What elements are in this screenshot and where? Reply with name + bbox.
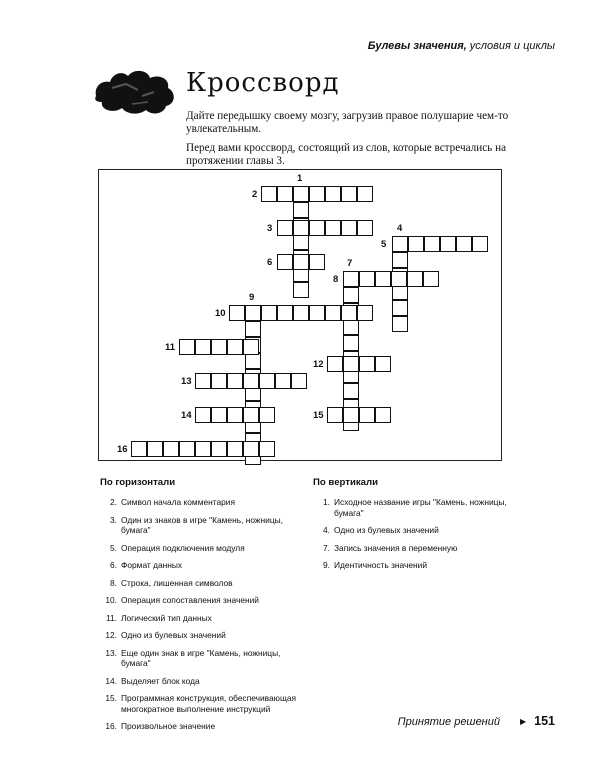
- crossword-cell[interactable]: [357, 305, 373, 321]
- crossword-cell[interactable]: [227, 373, 243, 389]
- crossword-cell[interactable]: [343, 407, 359, 423]
- down-clue: [313, 525, 513, 536]
- crossword-cell[interactable]: [211, 407, 227, 423]
- grid-clue-number: 16: [117, 444, 128, 455]
- crossword-cell[interactable]: [359, 356, 375, 372]
- clue-number: 6.: [110, 560, 117, 570]
- crossword-cell[interactable]: [259, 407, 275, 423]
- crossword-cell[interactable]: [392, 316, 408, 332]
- across-clue: [100, 648, 300, 669]
- crossword-cell[interactable]: [392, 252, 408, 268]
- crossword-cell[interactable]: [424, 236, 440, 252]
- crossword-cell[interactable]: [277, 220, 293, 236]
- page-title: Кроссворд: [186, 68, 340, 98]
- clue-text: Строка, лишенная символов: [121, 577, 233, 588]
- crossword-cell[interactable]: [195, 441, 211, 457]
- crossword-cell[interactable]: [259, 441, 275, 457]
- crossword-cell[interactable]: [243, 441, 259, 457]
- clue-number: 8.: [110, 577, 117, 588]
- crossword-cell[interactable]: [275, 373, 291, 389]
- crossword-cell[interactable]: [245, 305, 261, 321]
- grid-clue-number: 9: [249, 292, 255, 303]
- across-clue: [100, 578, 300, 589]
- crossword-cell[interactable]: [407, 271, 423, 287]
- clue-number: 13.: [105, 647, 117, 658]
- across-clue: [100, 543, 300, 554]
- crossword-cell[interactable]: [408, 236, 424, 252]
- crossword-cell[interactable]: [261, 186, 277, 202]
- grid-clue-number: 7: [347, 258, 353, 269]
- crossword-cell[interactable]: [293, 234, 309, 250]
- clue-text: Произвольное значение: [121, 721, 216, 731]
- crossword-cell[interactable]: [423, 271, 439, 287]
- across-clue: [100, 595, 300, 606]
- clue-number: 11.: [105, 612, 117, 623]
- clue-number: 15.: [105, 693, 117, 703]
- crossword-cell[interactable]: [195, 407, 211, 423]
- crossword-cell[interactable]: [375, 356, 391, 372]
- header-section-rest: условия и циклы: [466, 40, 555, 52]
- down-clue: [313, 560, 513, 571]
- page-footer: [398, 714, 555, 728]
- crossword-cell[interactable]: [343, 319, 359, 335]
- crossword-cell[interactable]: [309, 186, 325, 202]
- crossword-cell[interactable]: [163, 441, 179, 457]
- crossword-cell[interactable]: [309, 254, 325, 270]
- crossword-cell[interactable]: [277, 254, 293, 270]
- running-header: [368, 40, 555, 52]
- down-heading: По вертикали: [313, 477, 378, 488]
- crossword-cell[interactable]: [343, 271, 359, 287]
- crossword-cell[interactable]: [472, 236, 488, 252]
- crossword-cell[interactable]: [325, 220, 341, 236]
- crossword-cell[interactable]: [293, 305, 309, 321]
- crossword-cell[interactable]: [179, 339, 195, 355]
- grid-clue-number: 13: [181, 376, 192, 387]
- clue-text: Идентичность значений: [334, 560, 428, 570]
- header-section-bold: Булевы значения,: [367, 40, 467, 52]
- crossword-cell[interactable]: [341, 220, 357, 236]
- footer-section: Принятие решений: [397, 716, 500, 728]
- grid-clue-number: 11: [165, 342, 176, 353]
- clue-text: Программная конструкция, обеспечивающая многократное выполнение инструкций: [121, 693, 297, 714]
- crossword-cell[interactable]: [392, 300, 408, 316]
- crossword-cell[interactable]: [357, 220, 373, 236]
- puzzle-piece-icon: [92, 66, 178, 116]
- clue-number: 9.: [323, 560, 330, 570]
- clue-number: 12.: [105, 630, 117, 640]
- across-clues: [100, 477, 300, 739]
- crossword-cell[interactable]: [341, 305, 357, 321]
- crossword-cell[interactable]: [227, 441, 243, 457]
- crossword-cell[interactable]: [343, 356, 359, 372]
- crossword-cell[interactable]: [391, 271, 407, 287]
- crossword-cell[interactable]: [277, 305, 293, 321]
- crossword-cell[interactable]: [375, 271, 391, 287]
- crossword-cell[interactable]: [195, 339, 211, 355]
- grid-clue-number: 6: [267, 257, 273, 268]
- crossword-cell[interactable]: [195, 373, 211, 389]
- crossword-cell[interactable]: [392, 236, 408, 252]
- grid-clue-number: 10: [215, 308, 226, 319]
- arrow-right-icon: ▶: [519, 717, 527, 726]
- crossword-cell[interactable]: [359, 407, 375, 423]
- crossword-cell[interactable]: [293, 202, 309, 218]
- crossword-cell[interactable]: [325, 305, 341, 321]
- grid-clue-number: 1: [297, 173, 303, 184]
- page-number: 151: [534, 714, 555, 728]
- clue-text: Исходное название игры "Камень, ножницы, бумага": [334, 497, 507, 518]
- crossword-cell[interactable]: [327, 407, 343, 423]
- across-clue: [100, 630, 300, 641]
- clue-text: Формат данных: [121, 560, 183, 570]
- across-clue: [100, 721, 300, 732]
- grid-clue-number: 3: [267, 223, 273, 234]
- intro-paragraph-2: Перед вами кроссворд, состоящий из слов, которые встречались на протяжении главы 3.: [186, 142, 507, 167]
- crossword-cell[interactable]: [131, 441, 147, 457]
- crossword-cell[interactable]: [243, 373, 259, 389]
- clue-text: Еще один знак в игре "Камень, ножницы, бумага": [121, 647, 281, 668]
- clue-number: 7.: [323, 542, 330, 553]
- down-clue: [313, 497, 513, 518]
- clue-number: 4.: [323, 525, 330, 535]
- crossword-cell[interactable]: [327, 356, 343, 372]
- down-clue: [313, 543, 513, 554]
- crossword-cell[interactable]: [277, 186, 293, 202]
- across-clue: [100, 560, 300, 571]
- clue-text: Операция сопоставления значений: [121, 595, 259, 605]
- crossword-cell[interactable]: [243, 339, 259, 355]
- clue-text: Операция подключения модуля: [121, 542, 245, 553]
- across-clue: [100, 693, 300, 714]
- across-clue: [100, 497, 300, 508]
- crossword-cell[interactable]: [456, 236, 472, 252]
- crossword-cell[interactable]: [357, 186, 373, 202]
- clue-number: 3.: [110, 514, 117, 525]
- clue-text: Одно из булевых значений: [121, 630, 226, 640]
- crossword-cell[interactable]: [179, 441, 195, 457]
- clue-number: 16.: [105, 721, 117, 731]
- crossword-cell[interactable]: [375, 407, 391, 423]
- crossword-cell[interactable]: [211, 373, 227, 389]
- crossword-cell[interactable]: [261, 305, 277, 321]
- clue-text: Выделяет блок кода: [121, 675, 200, 686]
- crossword-cell[interactable]: [229, 305, 245, 321]
- crossword-cell[interactable]: [245, 321, 261, 337]
- grid-clue-number: 5: [381, 239, 387, 250]
- grid-clue-number: 12: [313, 359, 324, 370]
- clue-text: Запись значения в переменную: [334, 542, 458, 553]
- clue-number: 2.: [110, 497, 117, 507]
- across-clue: [100, 613, 300, 624]
- crossword-cell[interactable]: [147, 441, 163, 457]
- crossword-cell[interactable]: [309, 220, 325, 236]
- clue-text: Одно из булевых значений: [334, 525, 439, 535]
- clue-text: Логический тип данных: [121, 612, 212, 623]
- crossword-cell[interactable]: [309, 305, 325, 321]
- grid-clue-number: 15: [313, 410, 324, 421]
- crossword-cell[interactable]: [343, 287, 359, 303]
- crossword-cell[interactable]: [243, 407, 259, 423]
- crossword-cell[interactable]: [359, 271, 375, 287]
- crossword-cell[interactable]: [293, 186, 309, 202]
- clue-number: 10.: [105, 595, 117, 605]
- crossword-cell[interactable]: [341, 186, 357, 202]
- crossword-cell[interactable]: [325, 186, 341, 202]
- crossword-cell[interactable]: [343, 383, 359, 399]
- crossword-cell[interactable]: [259, 373, 275, 389]
- crossword-cell[interactable]: [440, 236, 456, 252]
- crossword-grid: [98, 169, 502, 461]
- crossword-cell[interactable]: [227, 339, 243, 355]
- clue-number: 1.: [323, 497, 330, 507]
- clue-number: 14.: [105, 675, 117, 686]
- clue-text: Один из знаков в игре "Камень, ножницы, бумага": [121, 514, 283, 535]
- across-heading: По горизонтали: [100, 477, 176, 488]
- crossword-cell[interactable]: [227, 407, 243, 423]
- crossword-cell[interactable]: [293, 220, 309, 236]
- grid-clue-number: 2: [252, 189, 258, 200]
- clue-number: 5.: [110, 542, 117, 553]
- crossword-cell[interactable]: [293, 282, 309, 298]
- grid-clue-number: 8: [333, 274, 339, 285]
- crossword-cell[interactable]: [343, 335, 359, 351]
- grid-clue-number: 14: [181, 410, 192, 421]
- crossword-cell[interactable]: [245, 353, 261, 369]
- crossword-cell[interactable]: [291, 373, 307, 389]
- crossword-cell[interactable]: [211, 441, 227, 457]
- across-clue: [100, 515, 300, 536]
- down-clues: [313, 477, 513, 578]
- crossword-cell[interactable]: [293, 254, 309, 270]
- clue-text: Символ начала комментария: [121, 497, 236, 507]
- crossword-cell[interactable]: [211, 339, 227, 355]
- intro-paragraph-1: Дайте передышку своему мозгу, загрузив правое полушарие чем-то увлекательным.: [186, 110, 509, 135]
- across-clue: [100, 676, 300, 687]
- grid-clue-number: 4: [397, 223, 403, 234]
